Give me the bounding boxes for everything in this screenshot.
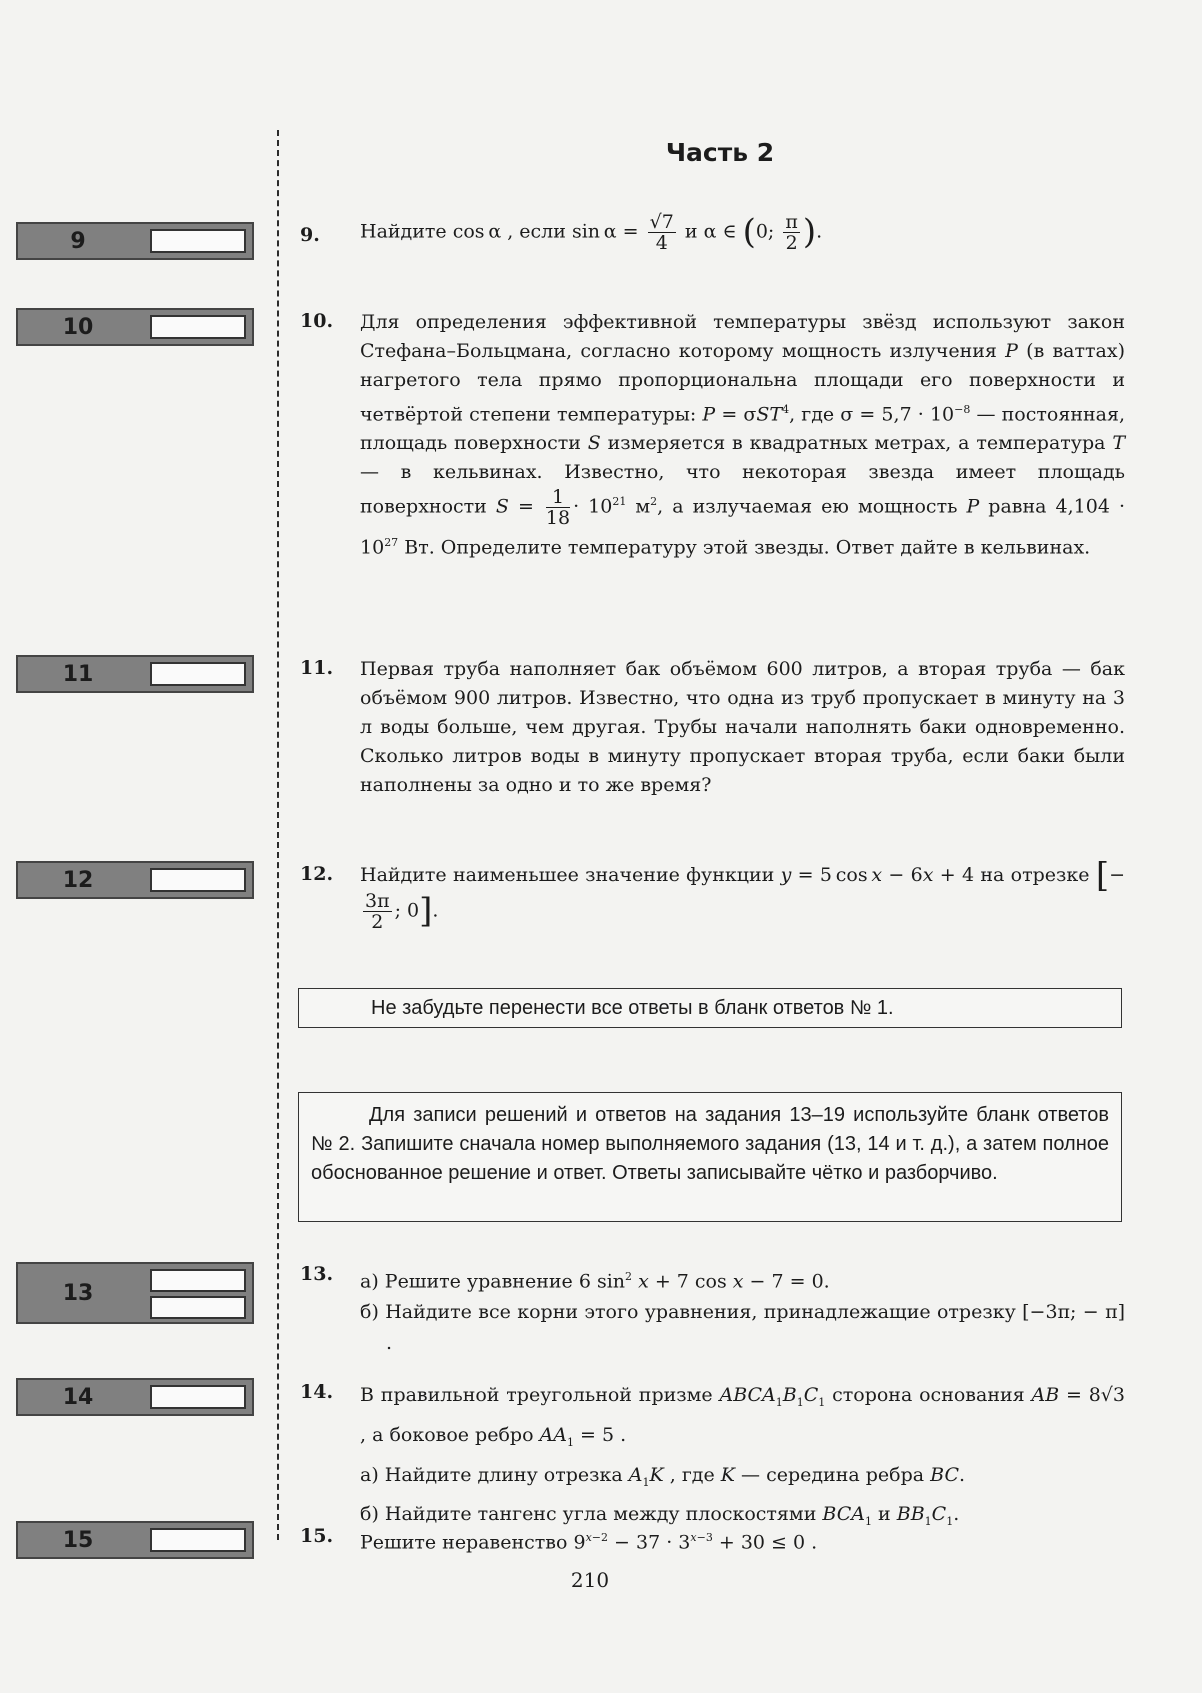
answer-box[interactable] xyxy=(150,868,246,892)
problem-15-number: 15. xyxy=(300,1525,334,1547)
tab-number: 14 xyxy=(62,1384,94,1410)
problem-10-text: Для определения эффективной температуры звёзд используют закон Стефана–Больцмана, согласно которому мощность излучения P (в ваттах) нагретого тела прямо пропорциональна площади его поверхности и четвёртой степени температуры: P = σST$^4$, где $\sigma = 5,7 \cdot 10^{-8}$ — постоянная, площадь поверхности S измеряется в квадратных метрах, а температура T — в кельвинах. Известно, что некоторая звезда имеет площадь поверхности S = $\frac{1}{18}$ · $10^{21}$ $м^2$, а излучаемая ею мощность P равна $4,104 \cdot 10^{27}$ Вт. Определите температуру этой звезды. Ответ дайте в кельвинах. xyxy=(360,311,1126,559)
problem-14-number: 14. xyxy=(300,1381,334,1403)
answer-tab-15 xyxy=(16,1521,254,1559)
cut-line xyxy=(277,130,279,1540)
answer-tab-13 xyxy=(16,1262,254,1324)
tab-number: 10 xyxy=(62,314,94,340)
problem-9-number: 9. xyxy=(300,224,320,246)
page-number: 210 xyxy=(570,1568,610,1592)
transfer-notice-text: Не забудьте перенести все ответы в бланк ответов № 1. xyxy=(371,997,894,1019)
answer-box[interactable] xyxy=(150,229,246,253)
problem-15-text: Решите неравенство $9^{x-2} - 37 \cdot 3^{x-3} + 30 \le 0$ . xyxy=(360,1531,818,1554)
tab-number: 11 xyxy=(62,661,94,687)
problem-13-number: 13. xyxy=(300,1263,334,1285)
problem-11-body: Первая труба наполняет бак объёмом 600 литров, а вторая труба — бак объёмом 900 литров. Известно, что одна из труб пропускает в минуту на 3 л воды больше, чем другая. Трубы начали наполнять баки одновременно. Сколько литров воды в минуту пропускает вторая труба, если баки были наполнены за одно и то же время? xyxy=(360,658,1125,796)
tab-number: 12 xyxy=(62,867,94,893)
problem-9-text: Найдите cos α , если sin α = $\frac{√7}{4}$ и α ∈ (0; $\frac{\pi}{2}$ ). xyxy=(360,211,823,254)
answer-tab-10 xyxy=(16,308,254,346)
transfer-notice xyxy=(298,988,1122,1028)
problem-12-number: 12. xyxy=(300,863,334,885)
problem-12-text: Найдите наименьшее значение функции y = 5 cos x − 6x + 4 на отрезке [− $\frac{3\pi}{2}$ ; 0]. xyxy=(360,855,1125,933)
answer-box[interactable] xyxy=(150,1385,246,1409)
problem-14-text: В правильной треугольной призме $ABCA_1B_1C_1$ сторона основания AB = 8√3 , а боковое ребро $AA_1 = 5$ . а) Найдите длину отрезка $A_1K$ , где K — середина ребра BC. б) Найдите тангенс угла между плоскостями $BCA_1$ и $BB_1C_1$. xyxy=(360,1384,1125,1529)
part-title: Часть 2 xyxy=(665,138,775,167)
answer-tab-14 xyxy=(16,1378,254,1416)
solutions-notice-text: Для записи решений и ответов на задания 13–19 используйте бланк ответов № 2. Запишите сначала номер выполняемого задания (13, 14 и т. д.), а затем полное обоснованное решение и ответ. Ответы записывайте чётко и разборчиво. xyxy=(311,1104,1109,1184)
answer-box-a[interactable] xyxy=(150,1269,246,1292)
tab-number: 13 xyxy=(62,1280,94,1306)
solutions-notice xyxy=(298,1092,1122,1222)
answer-box[interactable] xyxy=(150,315,246,339)
answer-tab-11 xyxy=(16,655,254,693)
problem-10-number: 10. xyxy=(300,310,334,332)
answer-box[interactable] xyxy=(150,1528,246,1552)
answer-tab-9 xyxy=(16,222,254,260)
answer-tab-12 xyxy=(16,861,254,899)
tab-number: 15 xyxy=(62,1527,94,1553)
problem-11-text xyxy=(360,655,1125,800)
problem-11-number: 11. xyxy=(300,657,334,679)
answer-box-b[interactable] xyxy=(150,1296,246,1319)
answer-box[interactable] xyxy=(150,662,246,686)
tab-number: 9 xyxy=(70,228,86,254)
problem-13-text: а) Решите уравнение 6 $\sin^2 x + 7$ cos x − 7 = 0. б) Найдите все корни этого уравнения, принадлежащие отрезку [−3π; − π] . xyxy=(360,1270,1125,1355)
